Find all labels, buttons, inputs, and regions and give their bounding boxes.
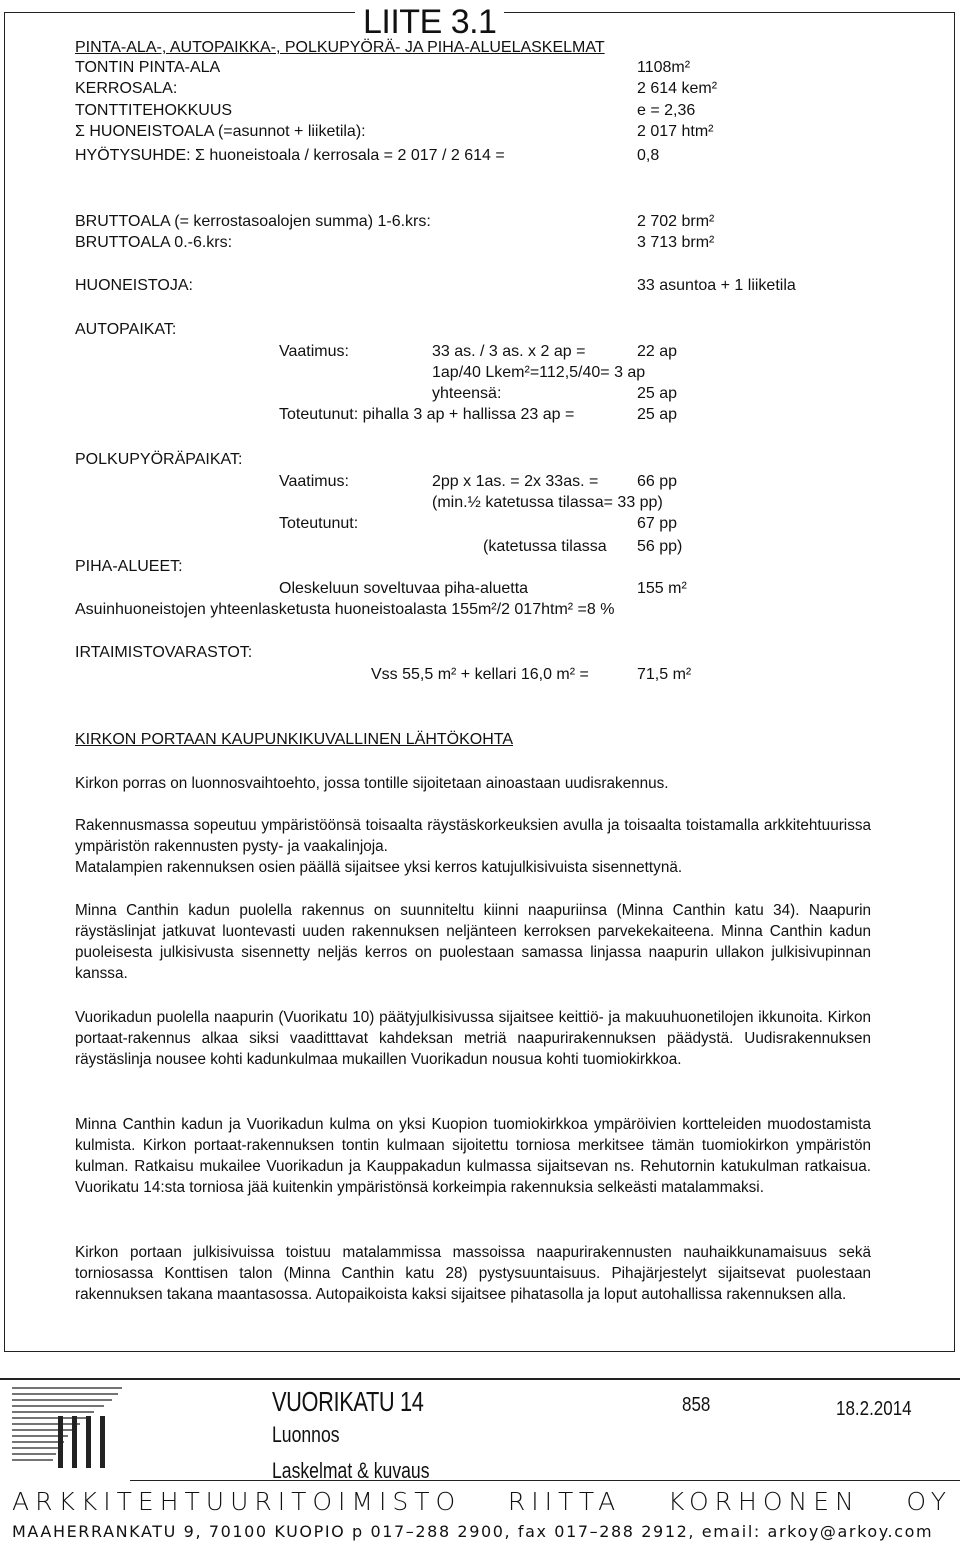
- title-block-rule: [130, 1480, 960, 1481]
- description-paragraph-4: [75, 1007, 871, 1070]
- parking-sum-value: 25 ap: [637, 385, 678, 402]
- bike-min-note: (min.½ katetussa tilassa= 33 pp): [432, 494, 663, 511]
- description-paragraph-6: [75, 1242, 871, 1305]
- bike-req-calc: 2pp x 1as. = 2x 33as. =: [432, 473, 599, 490]
- parking-req-label: Vaatimus:: [279, 343, 349, 360]
- description-paragraph-3: [75, 900, 871, 984]
- parking-req-value: 22 ap: [637, 343, 678, 360]
- efficiency-label: TONTTITEHOKKUUS: [75, 102, 233, 119]
- drawing-stage: Luonnos: [272, 1422, 340, 1447]
- yard-row-value: 155 m²: [637, 580, 687, 597]
- description-paragraph-1: [75, 773, 871, 794]
- firm-name: [12, 1488, 952, 1516]
- parking-realized-label: Toteutunut: pihalla 3 ap + hallissa 23 ap =: [279, 406, 575, 423]
- parking-sum-label: yhteensä:: [432, 385, 502, 402]
- p3-text: Minna Canthin kadun puolella rakennus on suunniteltu kiinni naapuriinsa (Minna Canthin katu 34). Naapurin räystäslinjat jatkuvat luontevasti uuden rakennuksen neljänteen kerroksen parvekekaiteena. Minna Canthin kadun puoleisesta julkisivusta sisennetty neljäs kerros on puolestaan samassa linjassa naapurin ullakon julkisivupinnan kanssa.: [75, 902, 871, 982]
- description-heading: KIRKON PORTAAN KAUPUNKIKUVALLINEN LÄHTÖKOHTA: [75, 731, 514, 748]
- description-paragraph-2: [75, 815, 871, 878]
- project-name: VUORIKATU 14: [272, 1386, 424, 1417]
- p2b-text: Matalampien rakennuksen osien päällä sijaitsee yksi kerros katujulkisivuista sisennettynä.: [75, 859, 683, 876]
- title-block: [0, 1378, 960, 1549]
- efficiency-value: e = 2,36: [637, 102, 696, 119]
- title-block-top-rule: [0, 1378, 960, 1380]
- gross-area-1-label: BRUTTOALA (= kerrostasoalojen summa) 1-6.krs:: [75, 213, 431, 230]
- description-paragraph-5: [75, 1114, 871, 1198]
- gross-area-2-label: BRUTTOALA 0.-6.krs:: [75, 234, 233, 251]
- parking-realized-value: 25 ap: [637, 406, 678, 423]
- living-area-label: Σ HUONEISTOALA (=asunnot + liiketila):: [75, 123, 366, 140]
- yard-ratio: Asuinhuoneistojen yhteenlasketusta huoneistoalasta 155m²/2 017htm² =8 %: [75, 601, 615, 618]
- floor-area-value: 2 614 kem²: [637, 80, 718, 97]
- parking-heading: AUTOPAIKAT:: [75, 321, 177, 338]
- firm-address: MAAHERRANKATU 9, 70100 KUOPIO p 017–288 2900, fax 017–288 2912, email: arkoy@arkoy.com: [12, 1522, 934, 1541]
- firm-name-part: ARKKITEHTUURITOIMISTO: [12, 1487, 462, 1516]
- drawing-content: Laskelmat & kuvaus: [272, 1458, 430, 1483]
- floor-area-label: KERROSALA:: [75, 80, 178, 97]
- parking-req-calc: 33 as. / 3 as. x 2 ap =: [432, 343, 586, 360]
- apartments-value: 33 asuntoa + 1 liiketila: [637, 277, 796, 294]
- utility-ratio-label: HYÖTYSUHDE: Σ huoneistoala / kerrosala = 2 017 / 2 614 =: [75, 147, 505, 164]
- p5-text: Minna Canthin kadun ja Vuorikadun kulma on yksi Kuopion tuomiokirkkoa ympäröivien kortteleiden muodostamista kulmista. Kirkon portaat-rakennuksen tontin kulmaan sijoitettu torniosa merkitsee tämän tuomiokirkon ympäristön kulman. Ratkaisu mukailee Vuorikadun ja Kauppakadun kulmassa sijaitsevan ns. Rehutornin katukulman ratkaisua. Vuorikatu 14:sta torniosa jää kuitenkin ympäristönsä korkeimpia rakennuksia selkeästi matalammaksi.: [75, 1116, 871, 1196]
- plot-area-label: TONTIN PINTA-ALA: [75, 59, 221, 76]
- firm-name-part: KORHONEN: [667, 1487, 860, 1516]
- utility-ratio-value: 0,8: [637, 147, 660, 164]
- p4-text: Vuorikadun puolella naapurin (Vuorikatu 10) päätyjulkisivussa sijaitsee keittiö- ja makuuhuonetilojen ikkunoita. Kirkon portaat-rakennus alkaa siksi vaaditttavat kahdeksan metriä naapurirakennuksen päädystä. Uudisrakennuksen räystäslinja nousee kohti kadunkulmaa mukaillen Vuorikadun nousua kohti tuomiokirkkoa.: [75, 1009, 871, 1068]
- plot-area-value: 1108m²: [637, 59, 691, 76]
- p2-text: Rakennusmassa sopeutuu ympäristöönsä toisaalta räystäskorkeuksien avulla ja toisaalta toistamalla arkkitehtuurissa ympäristön rakennusten pysty- ja vaakalinjoja.: [75, 817, 871, 855]
- firm-name-part: RIITTA: [507, 1487, 622, 1516]
- bike-realized-label: Toteutunut:: [279, 515, 359, 532]
- parking-business-calc: 1ap/40 Lkem²=112,5/40= 3 ap: [432, 364, 646, 381]
- gross-area-1-value: 2 702 brm²: [637, 213, 715, 230]
- bike-req-label: Vaatimus:: [279, 473, 349, 490]
- bike-covered-value: 56 pp): [637, 538, 683, 555]
- p6-text: Kirkon portaan julkisivuissa toistuu matalammissa massoissa naapurirakennusten nauhaikkunamaisuus sekä torniosassa Konttisen talon (Minna Canthin katu 28) pystysuuntaisuus. Pihajärjestelyt sijaitsevat puolestaan rakennuksen takana maantasossa. Autopaikoista kaksi sijaitsee pihatasolla ja loput autohallissa rakennuksen alla.: [75, 1244, 871, 1303]
- storage-value: 71,5 m²: [637, 666, 692, 683]
- gross-area-2-value: 3 713 brm²: [637, 234, 715, 251]
- apartments-label: HUONEISTOJA:: [75, 277, 193, 294]
- bike-covered-label: (katetussa tilassa: [483, 538, 607, 555]
- bike-req-value: 66 pp: [637, 473, 678, 490]
- drawing-date: 18.2.2014: [836, 1398, 912, 1420]
- firm-name-part: OY: [906, 1487, 952, 1516]
- yard-heading: PIHA-ALUEET:: [75, 558, 183, 575]
- living-area-value: 2 017 htm²: [637, 123, 714, 140]
- bike-realized-value: 67 pp: [637, 515, 678, 532]
- storage-calc: Vss 55,5 m² + kellari 16,0 m² =: [371, 666, 589, 683]
- architect-logo-icon: [8, 1382, 126, 1470]
- yard-row-label: Oleskeluun soveltuvaa piha-aluetta: [279, 580, 529, 597]
- storage-heading: IRTAIMISTOVARASTOT:: [75, 644, 253, 661]
- bike-heading: POLKUPYÖRÄPAIKAT:: [75, 451, 243, 468]
- p1-text: Kirkon porras on luonnosvaihtoehto, jossa tontille sijoitetaan ainoastaan uudisrakennus.: [75, 775, 669, 792]
- calc-title: PINTA-ALA-, AUTOPAIKKA-, POLKUPYÖRÄ- JA PIHA-ALUELASKELMAT: [75, 39, 605, 56]
- appendix-label: LIITE 3.1: [355, 5, 504, 39]
- project-number: 858: [682, 1394, 711, 1416]
